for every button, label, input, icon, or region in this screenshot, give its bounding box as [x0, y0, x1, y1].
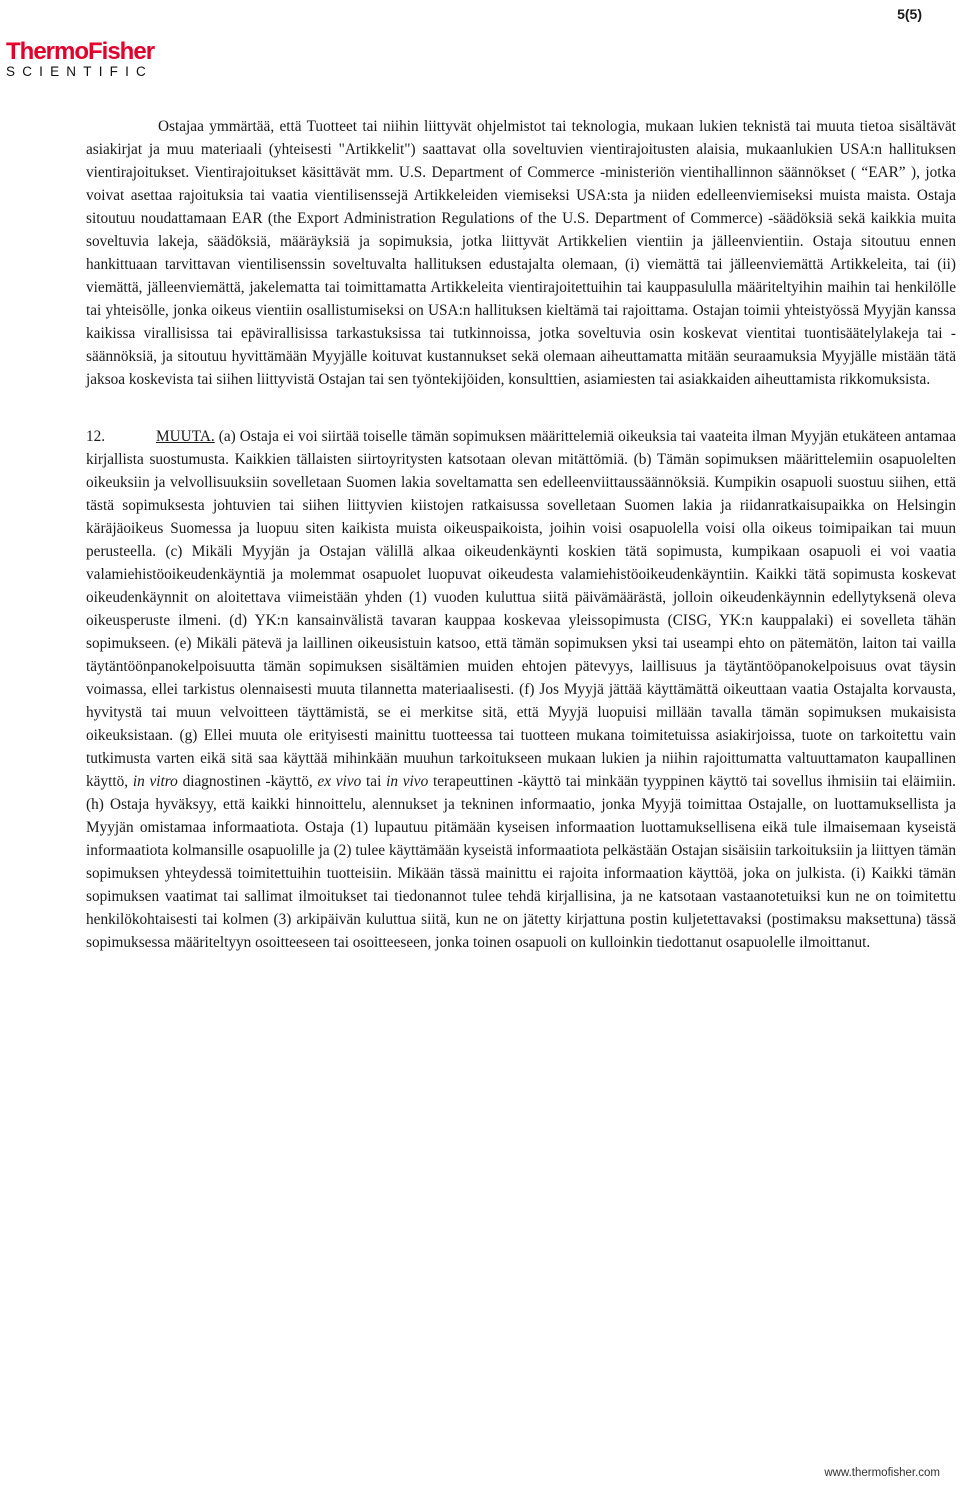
footer-url: www.thermofisher.com	[824, 1467, 940, 1479]
section-12-paragraph	[86, 425, 956, 954]
document-body	[86, 115, 956, 954]
logo-wordmark: ThermoFisher	[6, 38, 155, 65]
section-title: MUUTA.	[156, 428, 215, 445]
section-number: 12.	[86, 428, 106, 445]
page-number: 5(5)	[897, 6, 922, 22]
thermo-fisher-logo	[6, 40, 154, 80]
section-text-a: (a) Ostaja ei voi siirtää toiselle tämän sopimuksen määrittelemiä oikeuksia tai vaateita ilman Myyjän etukäteen antamaa kirjallista suostumusta. Kaikkien tällaisten siirtoyritysten katsotaan olevan mitättömiä. (b) Tämän sopimuksen määrittelemiin osapuolelten oikeuksiin ja velvollisuuksiin sovelletaan Suomen lakia soveltamatta sen edelleenviittaussäännöksiä. Kumpikin osapuoli suostuu siihen, että tästä sopimuksesta johtuvien tai siihen liittyvien kiistojen ratkaisussa sovelletaan Suomen lakia ja riidanratkaisupaikka on Helsingin käräjäoikeus Suomessa ja luopuu siten kaikista muista oikeuspaikoista, joihin voisi osapuolella voisi olla oikeus toimipaikan tai muun perusteella. (c) Mikäli Myyjän ja Ostajan välillä alkaa oikeudenkäynti koskien tätä sopimusta, kumpikaan osapuoli ei voi vaatia valamiehistöoikeudenkäyntiä ja molemmat osapuolet luopuvat oikeudesta valamiehistöoikeudenkäyntiin. Kaikki tätä sopimusta koskevat oikeudenkäynnit on aloitettava viimeistään yhden (1) vuoden kuluttua siitä päivämäärästä, jolloin oikeudenkäynnin edellytyksenä oleva oikeusperuste ilmeni. (d) YK:n kansainvälistä tavaran kauppaa koskevaa yleissopimusta (CISG, YK:n kauppalaki) ei sovelleta tähän sopimukseen. (e) Mikäli pätevä ja laillinen oikeusistuin katsoo, että tämän sopimuksen yksi tai useampi ehto on pätemätön, laiton tai vailla täytäntöönpanokelpoisuutta tämän sopimuksen sisältämien muiden ehtojen pätevyys, laillisuus ja täytäntööpanokelpoisuus ovat täysin voimassa, ellei tarkistus olennaisesti muuta tilannetta materiaalisesti. (f) Jos Myyjä jättää käyttämättä oikeuttaan vaatia Ostajalta korvausta, hyvitystä tai muun velvoitteen täyttämistä, se ei merkitse sitä, että Myyjä luopuisi millään tavalla tämän sopimuksen mukaisista oikeuksistaan. (g) Ellei muuta ole erityisesti mainittu tuotteessa tai tuotteen mukana toimitetuissa asiakirjoissa, tuote on tarkoitettu vain tutkimusta varten eikä sitä saa käyttää mihinkään muuhun tarkoitukseen mukaan lukien ja niihin rajoittumatta valtuuttamaton kaupallinen käyttö,	[86, 428, 956, 790]
section-text-c: tai	[361, 773, 387, 790]
section-text-d: terapeuttinen -käyttö tai minkään tyyppinen käyttö tai sovellus ihmisiin tai eläimiin. (h) Ostaja hyväksyy, että kaikki hinnoittelu, alennukset ja tekninen informaatio, jonka Myyjä toimittaa Ostajalle, on luottamuksellista ja Myyjän omistamaa informaatiota. Ostaja (1) lupautuu pitämään kyseisen informaation luottamuksellisena eikä tule ilmaisemaan kyseistä informaatiota kolmansille osapuolille ja (2) tulee käyttämään kyseistä informaatiota pelkästään Ostajan sisäisiin tarkoituksiin ja liittyen tämän sopimuksen yhteydessä toimitettuihin tuotteisiin. Mikään tässä mainittu ei rajoita informaation käyttöä, joka on julkista. (i) Kaikki tämän sopimuksen vaatimat tai sallimat ilmoitukset tai tiedonannot tulee tehdä kirjallisina, ja ne katsotaan vastaanotetuiksi kun ne on toimitettu henkilökohtaisesti tai kolmen (3) arkipäivän kuluttua siitä, kun ne on jätetty kirjattuna postin kuljetettavaksi (postimaksu maksettuna) tässä sopimuksessa määriteltyyn osoitteeseen tai osoitteeseen, jonka toinen osapuoli on kulloinkin tiedottanut osapuolelle ilmoittanut.	[86, 773, 956, 951]
section-text-b: diagnostinen -käyttö,	[177, 773, 318, 790]
italic-term: in vivo	[386, 773, 429, 790]
export-control-paragraph: Ostajaa ymmärtää, että Tuotteet tai niihin liittyvät ohjelmistot tai teknologia, mukaan lukien teknistä tai muuta tietoa sisältävät asiakirjat ja muu materiaali (yhteisesti "Artikkelit") saattavat olla soveltuvien vientirajoitusten alaisia, mukaanlukien USA:n hallituksen vientirajoitukset. Vientirajoitukset käsittävät mm. U.S. Department of Commerce -ministeriön vientihallinnon säännökset ( “EAR” ), jotka voivat asettaa rajoituksia tai vaatia vientilisenssejä Artikkeleiden viemiseksi USA:sta ja niiden edelleenviemiseksi muista maista. Ostaja sitoutuu noudattamaan EAR (the Export Administration Regulations of the U.S. Department of Commerce) -säädöksiä sekä kaikkia muita soveltuvia lakeja, säädöksiä, määräyksiä ja sopimuksia, jotka liittyvät Artikkelien vientiin ja jälleenvientiin. Ostaja sitoutuu ennen hankittuaan tarvittavan vientilisenssin soveltuvalta hallituksen edustajalta olemaan, (i) viemättä tai jälleenviemättä Artikkeleita, tai (ii) viemättä, jälleenviemättä, jakelematta tai toimittamatta Artikkeleita vientirajoitettuihin tai kauppasululla määriteltyihin maihin tai henkilölle tai yhteisölle, jonka oikeus vientiin osallistumiseksi on USA:n hallituksen kieltämä tai rajoittama. Ostajan toimii yhteistyössä Myyjän kanssa kaikissa virallisissa tai epävirallisissa tarkastuksissa tai tutkinnoissa, jotka soveltuvia osin koskevat vientitai tuontisäätelylakeja tai -säännöksiä, ja sitoutuu hyvittämään Myyjälle koituvat kustannukset sekä olemaan aiheuttamatta mitään seuraamuksia Myyjälle mistään tätä jaksoa koskevista tai siihen liittyvistä Ostajan tai sen työntekijöiden, konsulttien, asiamiesten tai asiakkaiden aiheuttamista rikkomuksista.	[86, 118, 956, 388]
italic-term: ex vivo	[317, 773, 362, 790]
italic-term: in vitro	[132, 773, 178, 790]
logo-subtitle: SCIENTIFIC	[6, 64, 154, 79]
